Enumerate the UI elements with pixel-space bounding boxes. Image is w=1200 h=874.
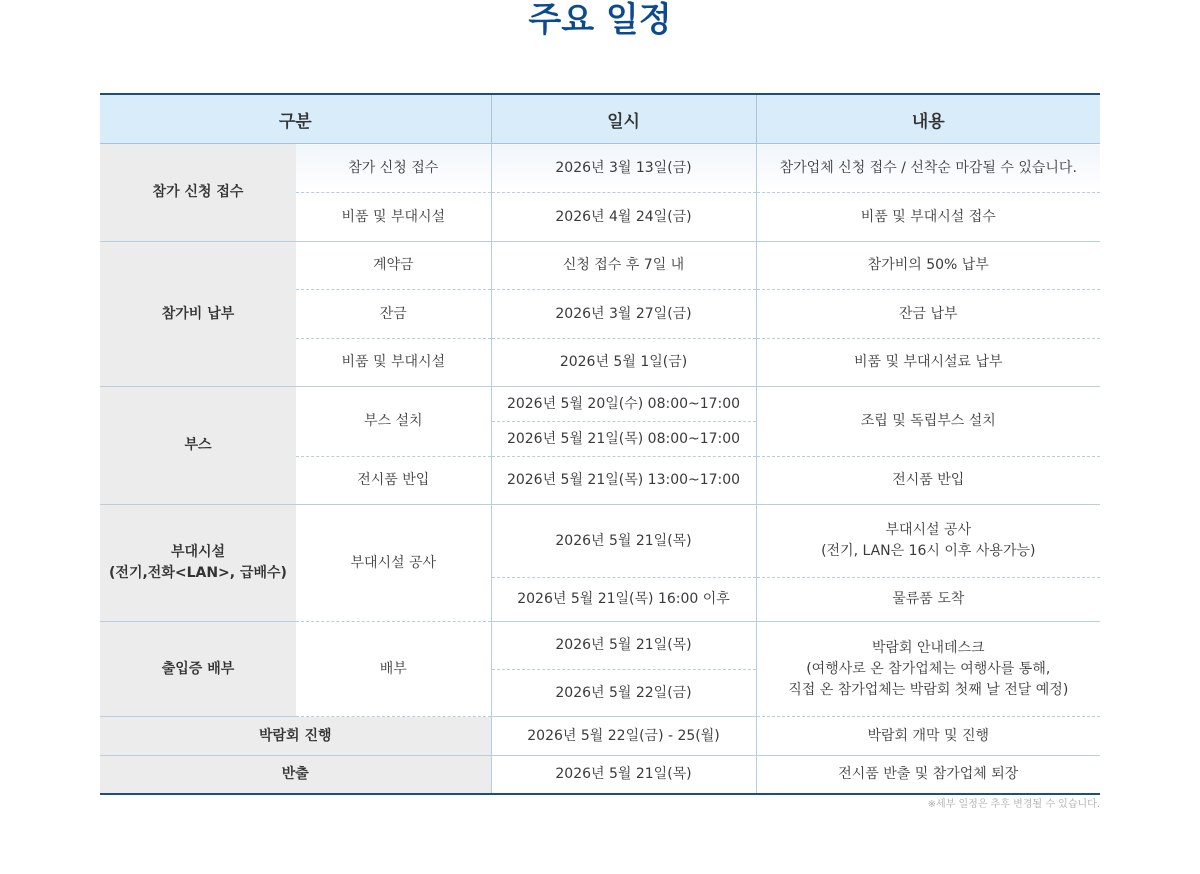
category-badge: 출입증 배부 — [100, 622, 296, 717]
table-row — [100, 622, 1100, 670]
content-cell: 전시품 반출 및 참가업체 퇴장 — [756, 756, 1100, 794]
table-row — [100, 144, 1100, 193]
subcategory-cell: 참가 신청 접수 — [296, 144, 491, 193]
content-cell: 박람회 안내데스크 (여행사로 온 참가업체는 여행사를 통해, 직접 온 참가업체는 박람회 첫째 날 전달 예정) — [756, 622, 1100, 717]
category-fair: 박람회 진행 — [100, 717, 491, 756]
date-cell: 2026년 5월 21일(목) — [491, 756, 756, 794]
date-cell: 2026년 5월 21일(목) — [491, 505, 756, 578]
table-row — [100, 242, 1100, 290]
table-header-row — [100, 94, 1100, 144]
subcategory-cell: 잔금 — [296, 290, 491, 339]
content-cell: 조립 및 독립부스 설치 — [756, 387, 1100, 457]
date-cell: 2026년 5월 21일(목) 16:00 이후 — [491, 578, 756, 622]
date-cell: 2026년 5월 20일(수) 08:00~17:00 — [491, 387, 756, 422]
subcategory-cell: 비품 및 부대시설 — [296, 193, 491, 242]
date-cell: 신청 접수 후 7일 내 — [491, 242, 756, 290]
table-row — [100, 505, 1100, 578]
date-cell: 2026년 3월 13일(금) — [491, 144, 756, 193]
subcategory-cell: 계약금 — [296, 242, 491, 290]
category-facilities: 부대시설 (전기,전화<LAN>, 급배수) — [100, 505, 296, 622]
page-title: 주요 일정 — [528, 0, 672, 40]
content-cell: 잔금 납부 — [756, 290, 1100, 339]
date-cell: 2026년 3월 27일(금) — [491, 290, 756, 339]
date-cell: 2026년 5월 21일(목) 08:00~17:00 — [491, 422, 756, 457]
category-booth: 부스 — [100, 387, 296, 505]
date-cell: 2026년 5월 21일(목) — [491, 622, 756, 670]
category-registration: 참가 신청 접수 — [100, 144, 296, 242]
subcategory-cell: 전시품 반입 — [296, 457, 491, 505]
header-content: 내용 — [756, 94, 1100, 144]
content-cell: 물류품 도착 — [756, 578, 1100, 622]
content-cell: 전시품 반입 — [756, 457, 1100, 505]
content-cell: 비품 및 부대시설료 납부 — [756, 339, 1100, 387]
content-cell: 부대시설 공사 (전기, LAN은 16시 이후 사용가능) — [756, 505, 1100, 578]
content-cell: 박람회 개막 및 진행 — [756, 717, 1100, 756]
date-cell: 2026년 4월 24일(금) — [491, 193, 756, 242]
content-cell: 비품 및 부대시설 접수 — [756, 193, 1100, 242]
date-cell: 2026년 5월 22일(금) — [491, 670, 756, 717]
category-payment: 참가비 납부 — [100, 242, 296, 387]
subcategory-cell: 부대시설 공사 — [296, 505, 491, 622]
header-category: 구분 — [100, 94, 491, 144]
footnote: ※세부 일정은 추후 변경될 수 있습니다. — [927, 799, 1100, 810]
date-cell: 2026년 5월 21일(목) 13:00~17:00 — [491, 457, 756, 505]
date-cell: 2026년 5월 22일(금) - 25(월) — [491, 717, 756, 756]
table-row — [100, 756, 1100, 794]
content-cell: 참가비의 50% 납부 — [756, 242, 1100, 290]
header-date: 일시 — [491, 94, 756, 144]
date-cell: 2026년 5월 1일(금) — [491, 339, 756, 387]
subcategory-cell: 비품 및 부대시설 — [296, 339, 491, 387]
schedule-table — [100, 93, 1100, 795]
table-row — [100, 717, 1100, 756]
content-cell: 참가업체 신청 접수 / 선착순 마감될 수 있습니다. — [756, 144, 1100, 193]
subcategory-cell: 부스 설치 — [296, 387, 491, 457]
category-move-out: 반출 — [100, 756, 491, 794]
subcategory-cell: 배부 — [296, 622, 491, 717]
table-row — [100, 387, 1100, 422]
